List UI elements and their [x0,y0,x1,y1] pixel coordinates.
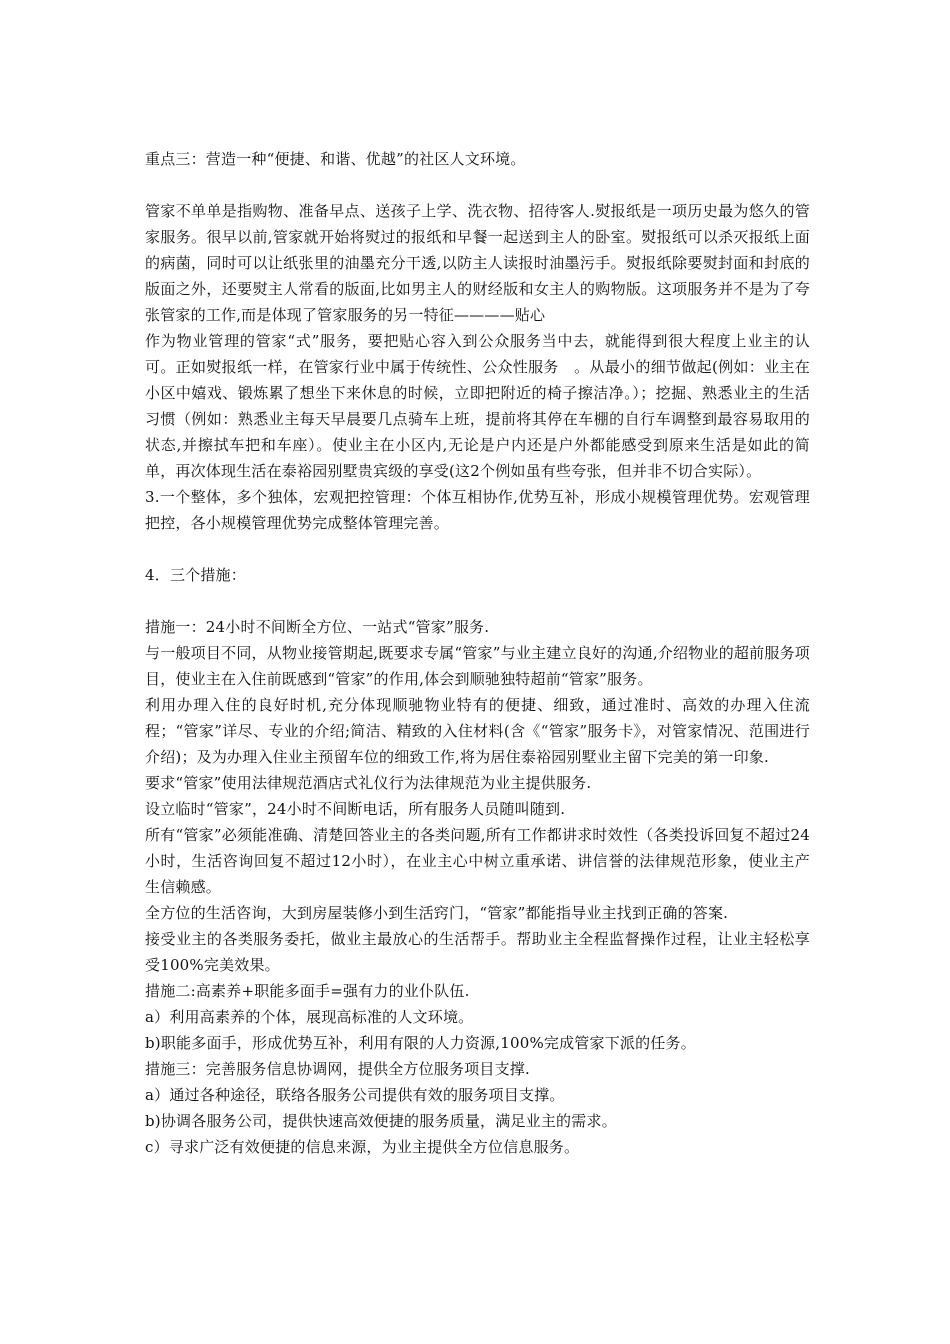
paragraph-spacer [145,172,810,198]
paragraph: 与一般项目不同，从物业接管期起,既要求专属“管家”与业主建立良好的沟通,介绍物业的超前服务项目，使业主在入住前既感到“管家”的作用,体会到顺驰独特超前“管家”服务。 [145,644,810,688]
paragraph: 要求“管家”使用法律规范酒店式礼仪行为法律规范为业主提供服务. [145,774,592,792]
paragraph: a）利用高素养的个体，展现高标准的人文环境。 [145,1008,474,1026]
paragraph: 措施二:高素养+职能多面手=强有力的业仆队伍. [145,982,470,1000]
paragraph-spacer [145,536,810,562]
document-body [145,146,810,1160]
paragraph: 管家不单单是指购物、准备早点、送孩子上学、洗衣物、招待客人.熨报纸是一项历史最为悠久的管家服务。很早以前,管家就开始将熨过的报纸和早餐一起送到主人的卧室。熨报纸可以杀灭报纸上面的病菌，同时可以让纸张里的油墨充分干透,以防主人读报时油墨污手。熨报纸除要熨封面和封底的版面之外，还要熨主人常看的版面,比如男主人的财经版和女主人的购物版。这项服务并不是为了夸张管家的工作,而是体现了管家服务的另一特征————贴心 [145,202,810,324]
paragraph: 3.一个整体，多个独体，宏观把控管理：个体互相协作,优势互补，形成小规模管理优势。宏观管理把控，各小规模管理优势完成整体管理完善。 [145,488,810,532]
paragraph: 作为物业管理的管家“式”服务，要把贴心容入到公众服务当中去，就能得到很大程度上业主的认可。正如熨报纸一样，在管家行业中属于传统性、公众性服务 。从最小的细节做起(例如：业主在小区中嬉戏、锻炼累了想坐下来休息的时候，立即把附近的椅子擦洁净。）；挖掘、熟悉业主的生活习惯（例如：熟悉业主每天早晨要几点骑车上班，提前将其停在车棚的自行车调整到最容易取用的状态,并擦拭车把和车座）。使业主在小区内,无论是户内还是户外都能感受到原来生活是如此的简单，再次体现生活在泰裕园别墅贵宾级的享受(这2个例如虽有些夸张，但并非不切合实际）。 [145,332,810,480]
paragraph: 措施一：24小时不间断全方位、一站式“管家”服务. [145,618,490,636]
paragraph: 所有“管家”必须能准确、清楚回答业主的各类问题,所有工作都讲求时效性（各类投诉回复不超过24小时，生活咨询回复不超过12小时），在业主心中树立重承诺、讲信誉的法律规范形象，使业主产生信赖感。 [145,826,810,896]
paragraph: c）寻求广泛有效便捷的信息来源，为业主提供全方位信息服务。 [145,1138,580,1156]
paragraph: a）通过各种途径，联络各服务公司提供有效的服务项目支撑。 [145,1086,565,1104]
paragraph: b)职能多面手，形成优势互补，利用有限的人力资源,100%完成管家下派的任务。 [145,1034,696,1052]
paragraph: 接受业主的各类服务委托，做业主最放心的生活帮手。帮助业主全程监督操作过程，让业主轻松享受100%完美效果。 [145,930,810,974]
paragraph: 4．三个措施： [145,566,246,584]
paragraph-spacer [145,588,810,614]
paragraph: 全方位的生活咨询，大到房屋装修小到生活窍门，“管家”都能指导业主找到正确的答案. [145,904,729,922]
paragraph: 措施三：完善服务信息协调网，提供全方位服务项目支撑. [145,1060,530,1078]
paragraph: 利用办理入住的良好时机,充分体现顺驰物业特有的便捷、细致，通过准时、高效的办理入住流程；“管家”详尽、专业的介绍;简洁、精致的入住材料(含《“管家”服务卡》，对管家情况、范围进行介绍)；及为办理入住业主预留车位的细致工作,将为居住泰裕园别墅业主留下完美的第一印象. [145,696,810,766]
paragraph: 重点三：营造一种“便捷、和谐、优越”的社区人文环境。 [145,150,526,168]
paragraph: b)协调各服务公司，提供快速高效便捷的服务质量，满足业主的需求。 [145,1112,617,1130]
paragraph: 设立临时“管家”，24小时不间断电话，所有服务人员随叫随到. [145,800,566,818]
